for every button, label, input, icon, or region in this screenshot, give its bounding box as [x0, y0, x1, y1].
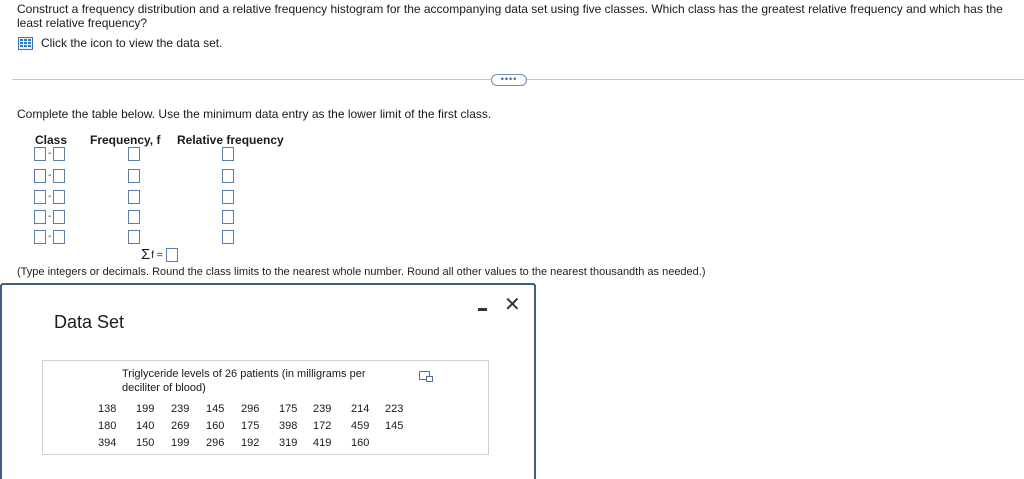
data-value: 223	[385, 402, 404, 415]
copy-icon[interactable]	[419, 371, 430, 380]
frequency-input[interactable]	[128, 147, 140, 161]
data-value: 419	[313, 436, 332, 449]
data-set-dialog	[0, 283, 536, 479]
view-dataset-label[interactable]: Click the icon to view the data set.	[41, 36, 223, 50]
question-text: Construct a frequency distribution and a relative frequency histogram for the accompanying data set using five classes. Which class has the greatest relative frequency and which has the least relative frequency?	[17, 2, 1003, 30]
data-value: 214	[351, 402, 370, 415]
relative-frequency-input[interactable]	[222, 169, 234, 183]
class-lower-input[interactable]	[34, 169, 46, 183]
data-row	[98, 434, 415, 451]
view-dataset-link[interactable]	[18, 36, 222, 50]
data-value: 145	[206, 402, 225, 415]
relative-frequency-input[interactable]	[222, 190, 234, 204]
data-value: 296	[206, 436, 225, 449]
data-value: 239	[313, 402, 332, 415]
dialog-title: Data Set	[54, 312, 125, 332]
data-value: 160	[351, 436, 370, 449]
frequency-input[interactable]	[128, 210, 140, 224]
data-value: 180	[98, 419, 117, 432]
data-value: 199	[136, 402, 155, 415]
sum-input[interactable]	[166, 248, 178, 262]
data-values-table	[98, 400, 415, 451]
data-value: 199	[171, 436, 190, 449]
data-set-panel	[42, 360, 489, 455]
data-value: 319	[279, 436, 298, 449]
more-button[interactable]: ••••	[491, 74, 527, 86]
data-row	[98, 400, 415, 417]
data-value: 138	[98, 402, 117, 415]
frequency-column-header: Frequency, f	[90, 133, 161, 147]
minimize-icon[interactable]	[476, 299, 490, 313]
data-row	[98, 417, 415, 434]
frequency-input[interactable]	[128, 230, 140, 244]
class-lower-input[interactable]	[34, 190, 46, 204]
data-value: 239	[171, 402, 190, 415]
class-lower-input[interactable]	[34, 147, 46, 161]
data-value: 269	[171, 419, 190, 432]
data-value: 140	[136, 419, 155, 432]
relative-frequency-input[interactable]	[222, 147, 234, 161]
class-dash: -	[48, 148, 52, 159]
class-upper-input[interactable]	[53, 169, 65, 183]
data-value: 175	[241, 419, 260, 432]
frequency-input[interactable]	[128, 190, 140, 204]
class-dash: -	[48, 170, 52, 181]
instruction-text: Complete the table below. Use the minimum data entry as the lower limit of the first class.	[17, 107, 492, 121]
sum-label: f =	[151, 249, 163, 261]
data-value: 459	[351, 419, 370, 432]
data-value: 175	[279, 402, 298, 415]
data-value: 398	[279, 419, 298, 432]
frequency-input[interactable]	[128, 169, 140, 183]
data-value: 296	[241, 402, 260, 415]
data-value	[385, 434, 415, 451]
class-dash: -	[48, 191, 52, 202]
grid-table-icon[interactable]	[18, 37, 33, 50]
class-dash: -	[48, 231, 52, 242]
data-caption: Triglyceride levels of 26 patients (in milligrams per deciliter of blood)	[122, 368, 366, 394]
data-value: 394	[98, 436, 117, 449]
data-value: 150	[136, 436, 155, 449]
class-lower-input[interactable]	[34, 230, 46, 244]
data-value: 192	[241, 436, 260, 449]
class-dash: -	[48, 211, 52, 222]
class-upper-input[interactable]	[53, 190, 65, 204]
class-upper-input[interactable]	[53, 210, 65, 224]
close-icon[interactable]: ✕	[504, 294, 521, 316]
class-column-header: Class	[35, 133, 68, 147]
frequency-sum	[141, 248, 178, 262]
data-value: 145	[385, 419, 404, 432]
rounding-note: (Type integers or decimals. Round the class limits to the nearest whole number. Round all other values to the nearest thousandth as needed.)	[17, 266, 706, 278]
class-lower-input[interactable]	[34, 210, 46, 224]
data-value: 172	[313, 419, 332, 432]
sigma-symbol: Σ	[141, 246, 151, 263]
relative-frequency-column-header: Relative frequency	[177, 133, 284, 147]
class-upper-input[interactable]	[53, 147, 65, 161]
relative-frequency-input[interactable]	[222, 230, 234, 244]
relative-frequency-input[interactable]	[222, 210, 234, 224]
data-value: 160	[206, 419, 225, 432]
class-upper-input[interactable]	[53, 230, 65, 244]
